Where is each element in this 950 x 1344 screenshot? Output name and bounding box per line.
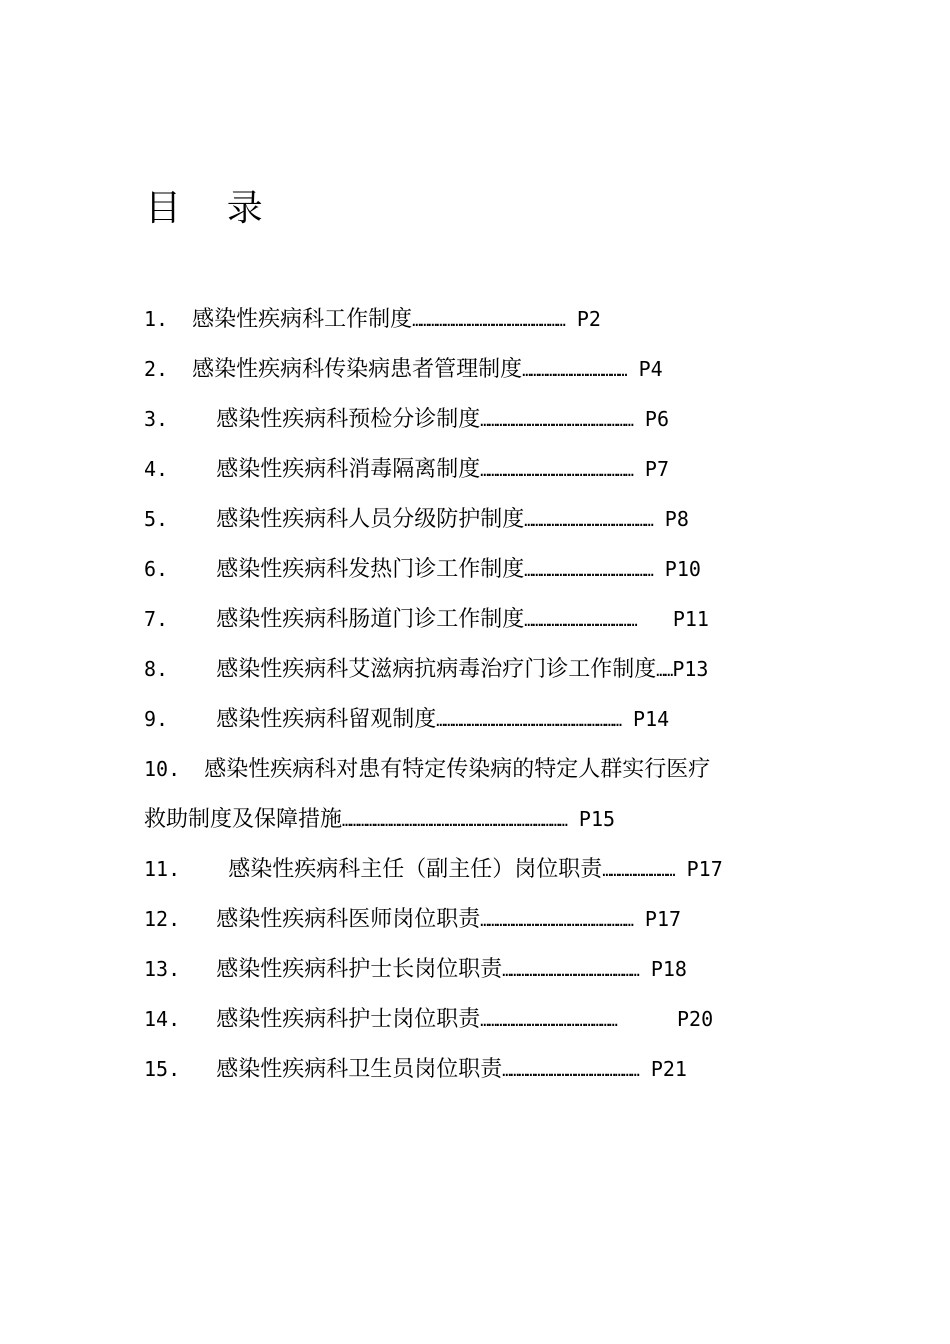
toc-entry-2 [144, 346, 824, 396]
entry-number: 2. [144, 357, 193, 381]
page-title: 目 录 [145, 188, 263, 229]
dot-leader: …………………………………………… [480, 1012, 617, 1030]
toc-entry-8 [144, 646, 824, 696]
entry-number: 12. [144, 907, 217, 931]
toc-entry-9 [144, 696, 824, 746]
entry-number: 3. [144, 407, 217, 431]
entry-title: 感染性疾病科留观制度 [216, 707, 437, 732]
entry-number: 15. [144, 1057, 217, 1081]
entry-title: 感染性疾病科人员分级防护制度 [216, 507, 525, 532]
entry-number: 5. [144, 507, 217, 531]
entry-page: P7 [632, 457, 669, 481]
entry-page: P20 [616, 1007, 714, 1031]
table-of-contents [144, 296, 824, 1096]
entry-title: 感染性疾病科艾滋病抗病毒治疗门诊工作制度 [216, 657, 657, 682]
entry-title: 感染性疾病科对患有特定传染病的特定人群实行医疗 [204, 757, 711, 782]
entry-title: 感染性疾病科护士岗位职责 [216, 1007, 481, 1032]
toc-entry-6 [144, 546, 824, 596]
toc-entry-12 [144, 896, 824, 946]
toc-entry-3 [144, 396, 824, 446]
dot-leader: ………………………………………………… [480, 412, 633, 430]
toc-entry-15 [144, 1046, 824, 1096]
dot-leader: …… [656, 662, 673, 680]
entry-number: 14. [144, 1007, 217, 1031]
entry-page: P4 [626, 357, 663, 381]
dot-leader: ………………………………… [522, 362, 627, 380]
dot-leader: ………………………………………………… [480, 462, 633, 480]
entry-title: 感染性疾病科医师岗位职责 [216, 907, 481, 932]
entry-page: P11 [636, 607, 709, 631]
dot-leader: ……………………… [602, 862, 675, 880]
entry-page: P18 [638, 957, 687, 981]
dot-leader: …………………………………………… [502, 962, 639, 980]
dot-leader: ………………………………………… [524, 512, 653, 530]
dot-leader: ………………………………………………… [412, 312, 565, 330]
entry-title: 感染性疾病科主任（副主任）岗位职责 [228, 857, 603, 882]
entry-title: 感染性疾病科护士长岗位职责 [216, 957, 503, 982]
entry-page: P8 [652, 507, 689, 531]
entry-page: P21 [638, 1057, 687, 1081]
toc-entry-5 [144, 496, 824, 546]
entry-title: 感染性疾病科预检分诊制度 [216, 407, 481, 432]
entry-page: P2 [564, 307, 601, 331]
entry-title: 感染性疾病科消毒隔离制度 [216, 457, 481, 482]
toc-entry-11 [144, 846, 824, 896]
dot-leader: …………………………………… [524, 612, 637, 630]
entry-title: 感染性疾病科传染病患者管理制度 [192, 357, 523, 382]
dot-leader: ………………………………………… [524, 562, 653, 580]
entry-number: 7. [144, 607, 217, 631]
entry-title: 救助制度及保障措施 [144, 807, 343, 832]
entry-title: 感染性疾病科发热门诊工作制度 [216, 557, 525, 582]
entry-title: 感染性疾病科肠道门诊工作制度 [216, 607, 525, 632]
entry-title: 感染性疾病科工作制度 [192, 307, 413, 332]
toc-entry-10 [144, 746, 824, 796]
entry-page: P17 [674, 857, 723, 881]
dot-leader: ………………………………………………………………………… [342, 812, 567, 830]
entry-page: P17 [632, 907, 682, 931]
toc-entry-1 [144, 296, 824, 346]
entry-page: P14 [620, 707, 670, 731]
entry-number: 10. [144, 757, 205, 781]
dot-leader: ………………………………………………… [480, 912, 633, 930]
entry-number: 6. [144, 557, 217, 581]
entry-number: 8. [144, 657, 217, 681]
toc-entry-4 [144, 446, 824, 496]
entry-page: P10 [652, 557, 701, 581]
entry-title: 感染性疾病科卫生员岗位职责 [216, 1057, 503, 1082]
entry-page: P6 [632, 407, 669, 431]
dot-leader: …………………………………………………………… [436, 712, 621, 730]
dot-leader: …………………………………………… [502, 1062, 639, 1080]
toc-entry-13 [144, 946, 824, 996]
entry-number: 9. [144, 707, 217, 731]
entry-page: P15 [566, 807, 616, 831]
entry-number: 4. [144, 457, 217, 481]
entry-number: 13. [144, 957, 217, 981]
entry-number: 1. [144, 307, 193, 331]
entry-number: 11. [144, 857, 229, 881]
toc-entry-14 [144, 996, 824, 1046]
toc-entry-7 [144, 596, 824, 646]
entry-page: P13 [672, 657, 709, 681]
toc-entry-10-continued [144, 796, 824, 846]
